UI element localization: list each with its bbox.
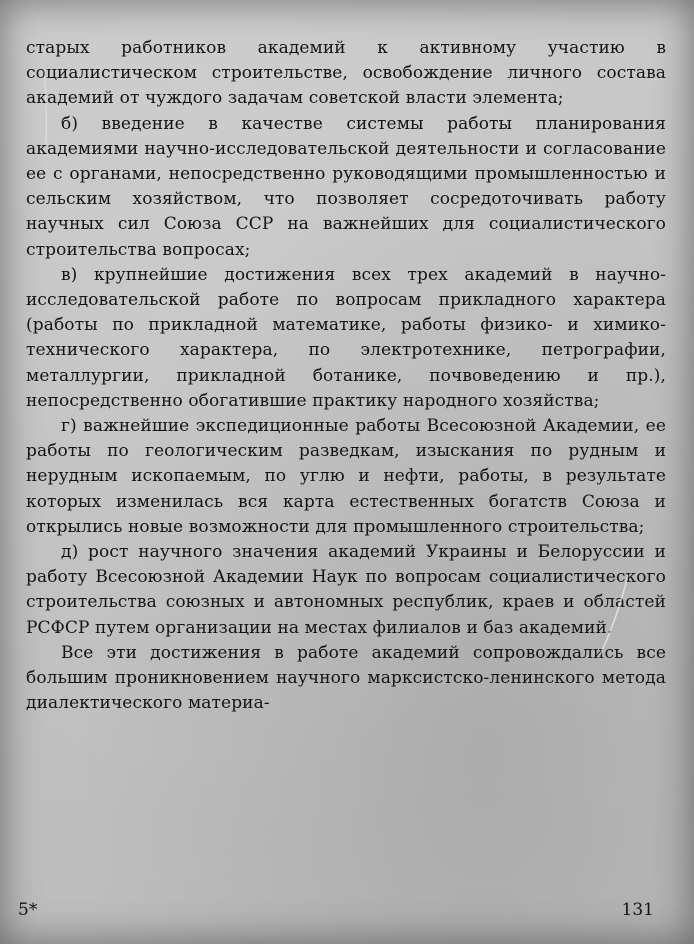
paragraph-v: в) крупнейшие достижения всех трех академий в научно-исследовательской работе по вопросам прикладного характера (работы по прикладной математике, работы физико- и химико-технического характера, по электротехнике, петрографии, металлургии, прикладной ботанике, почвоведению и пр.), непосредственно обогатившие практику народного хозяйства; [26, 264, 666, 411]
paragraph-b: б) введение в качестве системы работы планирования академиями научно-исследовательской деятельности и согласование ее с органами, непосредственно руководящими промышленностью и сельским хозяйством, что позволяет сосредоточивать работу научных сил Союза ССР на важнейших для социалистического строительства вопросах; [26, 113, 666, 260]
page-body [26, 36, 666, 716]
paragraph-continuation: старых работников академий к активному участию в социалистическом строительстве, освобождение личного состава академий от чуждого задачам советской власти элемента; [26, 38, 666, 109]
signature-mark: 5* [18, 900, 38, 920]
paragraph-g: г) важнейшие экспедиционные работы Всесоюзной Академии, ее работы по геологическим разведкам, изыскания по рудным и нерудным ископаемым, по углю и нефти, работы, в результате которых изменилась вся карта естественных богатств Союза и открылись новые возможности для промышленного строительства; [26, 416, 666, 537]
paragraph-conclusion: Все эти достижения в работе академий сопровождались все большим проникновением научного марксистско-ленинского метода диалектического материа- [26, 642, 666, 714]
paragraph-d: д) рост научного значения академий Украины и Белоруссии и работу Всесоюзной Академии Наук по вопросам социалистического строительства союзных и автономных республик, краев и областей РСФСР путем организации на местах филиалов и баз академий. [26, 542, 666, 638]
page-number: 131 [621, 900, 654, 920]
